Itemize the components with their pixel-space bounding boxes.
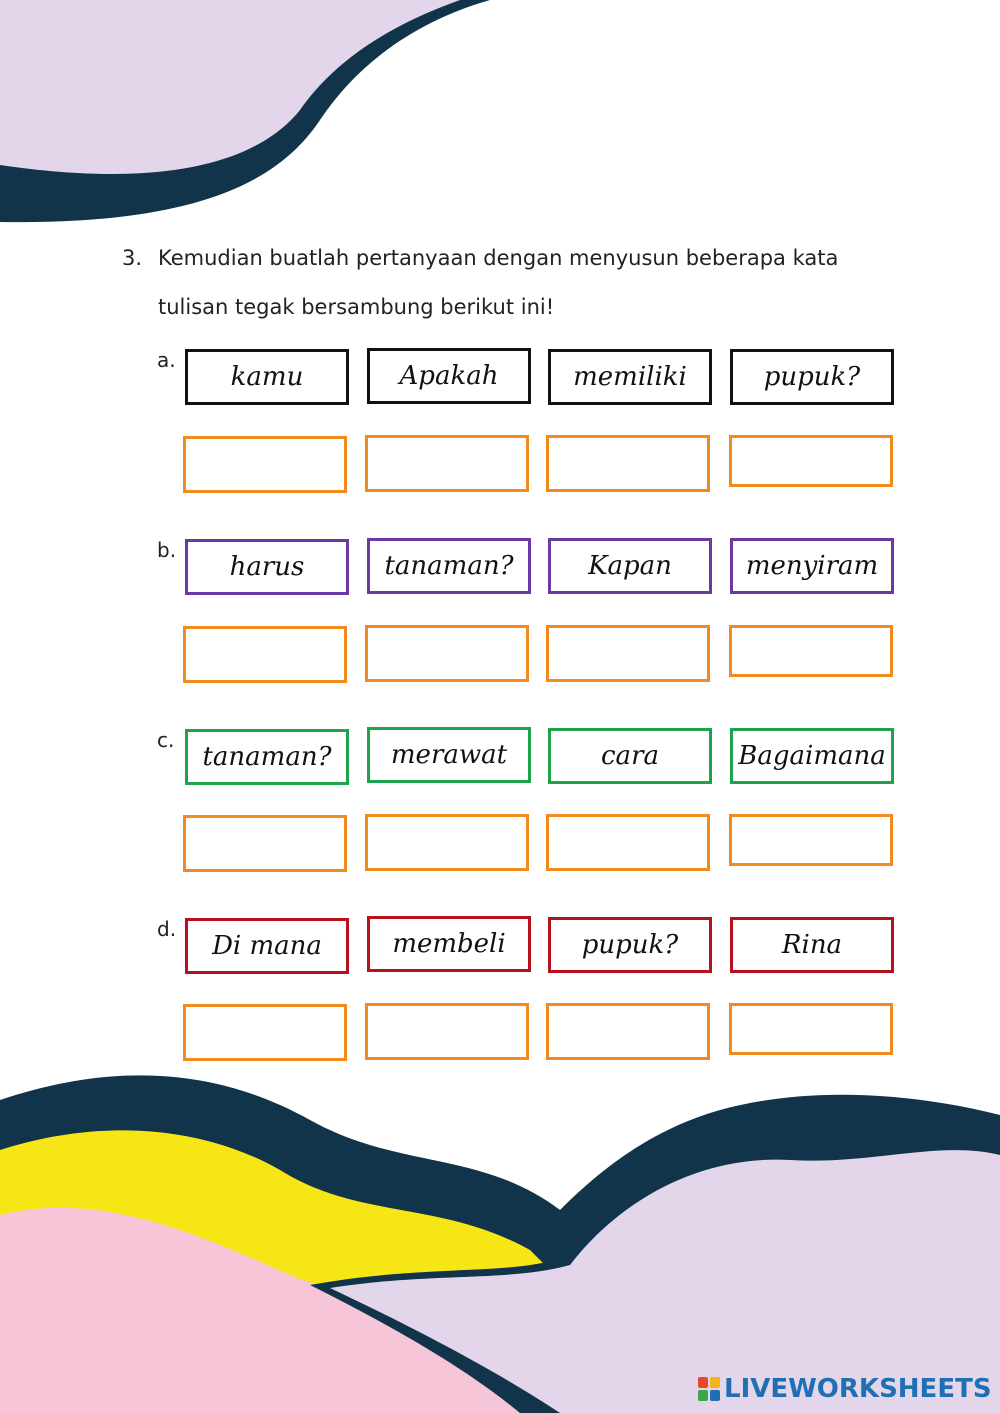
word-tile[interactable]: membeli: [367, 916, 531, 972]
word-tile[interactable]: harus: [185, 539, 349, 595]
word-tile[interactable]: Rina: [730, 917, 894, 973]
bottom-wave-decoration: [0, 1060, 1000, 1413]
word-tile[interactable]: Apakah: [367, 348, 531, 404]
word-tile[interactable]: tanaman?: [367, 538, 531, 594]
answer-slot[interactable]: [546, 814, 710, 871]
answer-slot[interactable]: [183, 626, 347, 683]
word-tile[interactable]: pupuk?: [548, 917, 712, 973]
answer-slot[interactable]: [546, 625, 710, 682]
answer-slot[interactable]: [183, 815, 347, 872]
top-wave-decoration: [0, 0, 1000, 240]
instruction-text-line-2: tulisan tegak bersambung berikut ini!: [158, 295, 555, 319]
word-tile[interactable]: memiliki: [548, 349, 712, 405]
instruction-number: 3.: [122, 246, 143, 270]
answer-slot[interactable]: [183, 1004, 347, 1061]
answer-slot[interactable]: [365, 1003, 529, 1060]
word-tile[interactable]: Bagaimana: [730, 728, 894, 784]
word-tile[interactable]: Di mana: [185, 918, 349, 974]
word-tile[interactable]: pupuk?: [730, 349, 894, 405]
answer-slot[interactable]: [729, 435, 893, 487]
word-tile[interactable]: tanaman?: [185, 729, 349, 785]
answer-slot[interactable]: [365, 435, 529, 492]
word-tile[interactable]: kamu: [185, 349, 349, 405]
question-label-d: d.: [157, 917, 177, 941]
word-tile[interactable]: merawat: [367, 727, 531, 783]
answer-slot[interactable]: [546, 435, 710, 492]
answer-slot[interactable]: [729, 625, 893, 677]
answer-slot[interactable]: [365, 625, 529, 682]
word-tile[interactable]: menyiram: [730, 538, 894, 594]
answer-slot[interactable]: [729, 814, 893, 866]
question-label-c: c.: [157, 728, 175, 752]
answer-slot[interactable]: [183, 436, 347, 493]
liveworksheets-badge-icon: [698, 1377, 720, 1401]
word-tile[interactable]: cara: [548, 728, 712, 784]
liveworksheets-logo[interactable]: [698, 1374, 992, 1404]
answer-slot[interactable]: [365, 814, 529, 871]
question-label-b: b.: [157, 538, 177, 562]
answer-slot[interactable]: [546, 1003, 710, 1060]
answer-slot[interactable]: [729, 1003, 893, 1055]
logo-text: LIVEWORKSHEETS: [724, 1374, 992, 1404]
word-tile[interactable]: Kapan: [548, 538, 712, 594]
instruction-text-line-1: Kemudian buatlah pertanyaan dengan menyusun beberapa kata: [158, 246, 839, 270]
question-label-a: a.: [157, 348, 176, 372]
